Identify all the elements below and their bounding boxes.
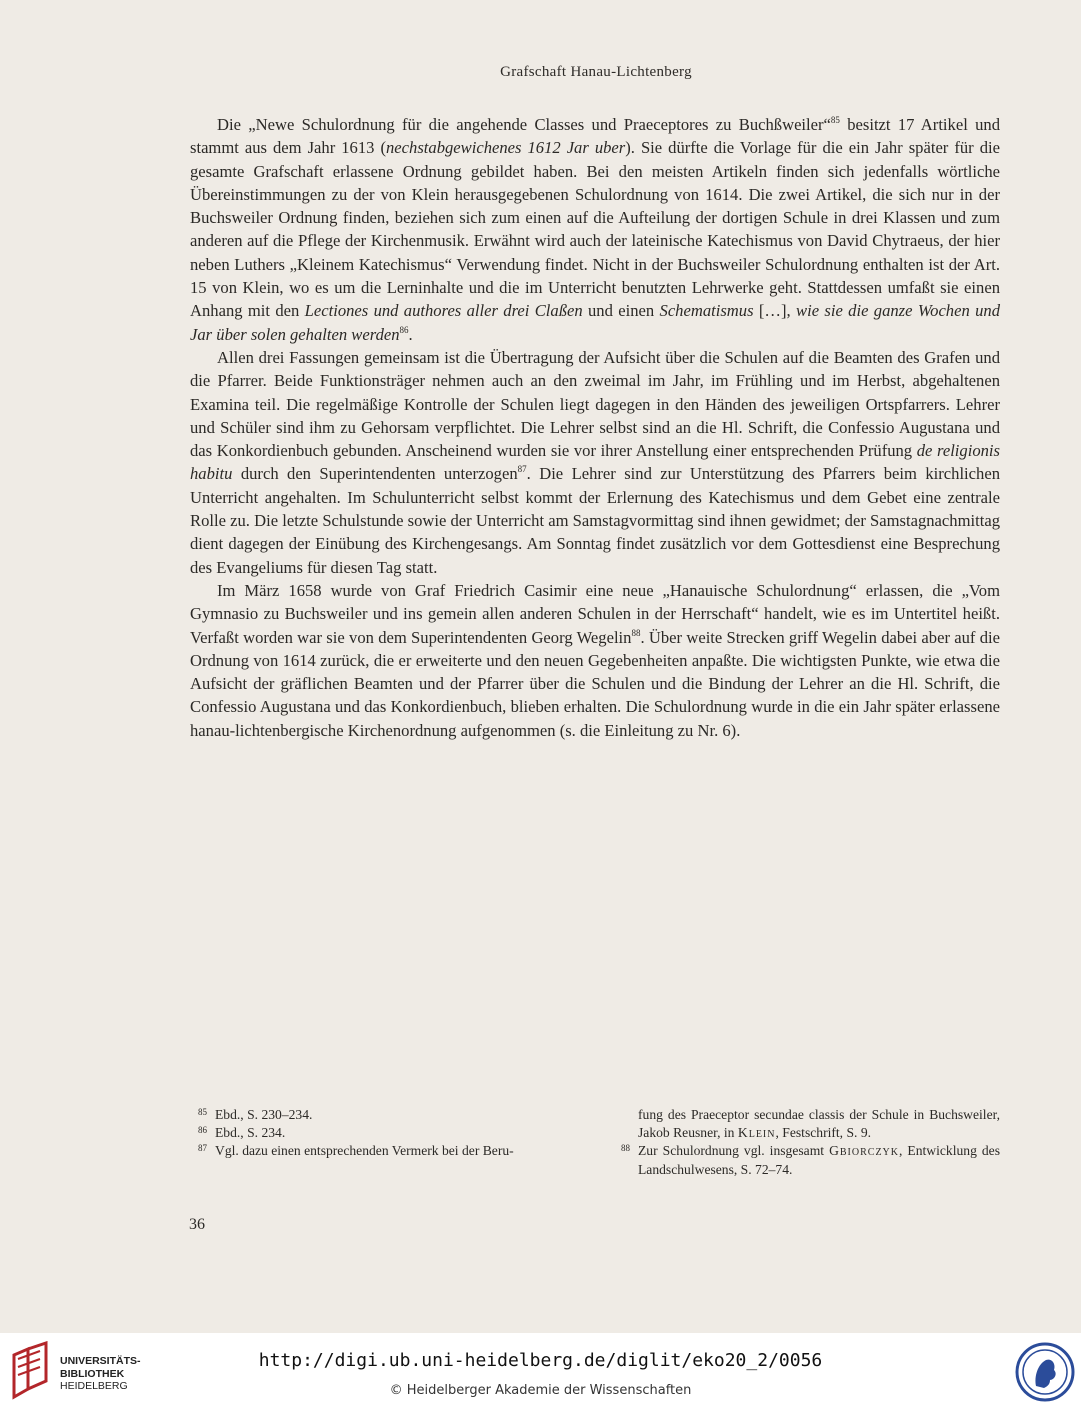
running-head: Grafschaft Hanau-Lichtenberg	[500, 64, 692, 80]
library-name-line: BIBLIOTHEK	[60, 1367, 125, 1380]
footnote-text: , Festschrift, S. 9.	[775, 1125, 872, 1141]
p2-text: Allen drei Fassungen gemeinsam ist die Übertragung der Aufsicht über die Schulen auf die Beamten des Grafen und die Pfarrer. Beide Funktionsträger nehmen auch an den zweimal im Jahr, im Frühling und im Herbst, abgehaltenen Examina teil. Die regelmäßige Kontrolle der Schulen liegt dagegen in den Händen des jeweiligen Ortspfarrers. Lehrer und Schüler sind ihm zu Gehorsam verpflichtet. Die Lehrer selbst sind an die Hl. Schrift, die Confessio Augustana und das Konkordienbuch gebunden. Anscheinend wurden sie vor ihrer Anstellung einer entsprechenden Prüfung	[190, 347, 1000, 461]
library-name-line: UNIVERSITÄTS-	[60, 1355, 141, 1367]
footnotes-right-column	[613, 1106, 1000, 1179]
footnote-ref-85[interactable]: 85	[830, 115, 840, 125]
p2-text: . Die Lehrer sind zur Unterstützung des Pfarrers beim kirchlichen Unterricht angehalten. Im Schulunterricht selbst kommt der Erlernung des Katechismus und dem Gebet eine zentrale Rolle zu. Die letzte Schulstunde sowie der Unterricht am Samstagvormittag sind ihnen gewidmet; der Samstagnachmittag dient dagegen der Einübung des Kirchengesangs. Am Sonntag findet zusätzlich vor dem Gottesdienst eine Besprechung des Evangeliums für diesen Tag statt.	[190, 464, 1000, 577]
footnote-ref-86[interactable]: 86	[399, 324, 409, 335]
permalink-url[interactable]: http://digi.ub.uni-heidelberg.de/diglit/eko20_2/0056	[258, 1350, 823, 1371]
p1-text: […],	[753, 301, 797, 321]
viewer-footer	[0, 1333, 1081, 1411]
footnote-text: Zur Schulordnung vgl. insgesamt	[638, 1143, 830, 1159]
footnote-86	[190, 1124, 582, 1142]
p1-text: und einen	[582, 301, 660, 321]
p3-text: Im März 1658 wurde von Graf Friedrich Casimir eine neue „Hanauische Schulordnung“ erlassen, die „Vom Gymnasio zu Buchsweiler und ins gemein allen anderen Schulen in der Herrschaft“ handelt, wie es im Untertitel heißt. Verfaßt worden war sie von dem Superintendenten Georg Wegelin	[190, 580, 1000, 647]
p1-italic: wie sie die ganze Wochen und Jar über solen gehalten werden	[190, 301, 1000, 344]
library-name-line: HEIDELBERG	[60, 1380, 128, 1392]
p2-text: durch den Superintendenten unterzogen	[232, 464, 518, 484]
footnote-ref-88[interactable]: 88	[631, 627, 641, 638]
footnote-85	[190, 1106, 582, 1124]
author-name: Gbiorczyk	[829, 1143, 899, 1159]
footnote-ref-87[interactable]: 87	[517, 464, 527, 475]
p1-italic: Schematismus	[659, 301, 754, 321]
paragraph-3	[190, 579, 1000, 742]
footnote-text: Ebd., S. 230–234.	[215, 1107, 313, 1122]
p1-text: besitzt 17 Artikel und stammt aus dem Jahr 1613 (	[190, 115, 1000, 158]
footnote-text: fung des Praeceptor secundae classis der Schule in Buchsweiler, Jakob Reusner, in	[638, 1107, 1000, 1141]
paragraph-1	[190, 113, 1000, 346]
footnote-number: 88	[621, 1143, 630, 1154]
footnote-text: , Entwicklung des Landschulwesens, S. 72–74.	[638, 1143, 1000, 1177]
footnote-number: 87	[198, 1143, 207, 1154]
p3-text: . Über weite Strecken griff Wegelin dabei aber auf die Ordnung von 1614 zurück, die er erweiterte und den neuen Gegebenheiten anpaßte. Die wichtigsten Punkte, wie etwa die Aufsicht der gräflichen Beamten und der Pfarrer über die Schulen und die Bindung der Lehrer an die Hl. Schrift, die Confessio Augustana und das Konkordienbuch, blieben erhalten. Die Schulordnung wurde in die ein Jahr später erlassene hanau-lichtenbergische Kirchenordnung aufgenommen (s. die Einleitung zu Nr. 6).	[190, 627, 1000, 740]
footnotes-left-column	[190, 1106, 582, 1161]
footnote-number: 85	[198, 1107, 207, 1117]
footnote-text: Vgl. dazu einen entsprechenden Vermerk bei der Beru-	[215, 1143, 514, 1159]
p1-text: ). Sie dürfte die Vorlage für die ein Jahr später für die gesamte Grafschaft erlassene Ordnung gebildet haben. Bei den meisten Artikeln finden sich jedenfalls wörtliche Übereinstimmungen zu der von Klein herausgegebenen Schulordnung von 1614. Die zwei Artikel, die sich nur in der Buchsweiler Ordnung finden, beziehen sich zum einen auf die Aufteilung der dortigen Schule in drei Klassen und zum anderen auf die Pflege der Kirchenmusik. Erwähnt wird auch der lateinische Katechismus von David Chytraeus, der hier neben Luthers „Kleinem Katechismus“ Verwendung findet. Nicht in der Buchsweiler Schulordnung enthalten ist der Art. 15 von Klein, wo es um die Lerninhalte und die im Unterricht benutzten Lehrwerke geht. Stattdessen umfaßt sie einen Anhang mit den	[190, 138, 1000, 321]
footnote-number: 86	[198, 1125, 207, 1136]
body-text	[190, 113, 1000, 742]
p1-italic: Lectiones und authores aller drei Claßen	[304, 301, 583, 321]
academy-seal[interactable]	[1014, 1340, 1076, 1404]
footnote-87-continued	[613, 1106, 1000, 1142]
footnote-text: Ebd., S. 234.	[215, 1125, 286, 1141]
p2-italic: de religionis habitu	[190, 441, 1000, 484]
footnote-88	[613, 1142, 1000, 1178]
paragraph-2	[190, 346, 1000, 579]
p1-text: Die „Newe Schulordnung für die angehende Classes und Praeceptores zu Buchßweiler“	[217, 115, 831, 134]
p1-italic: nechstabgewichenes 1612 Jar uber	[386, 138, 626, 158]
author-name: Klein	[737, 1125, 776, 1141]
academy-seal-icon	[1014, 1340, 1076, 1404]
p1-text: .	[408, 324, 413, 344]
copyright-notice: © Heidelberger Akademie der Wissenschaften	[389, 1383, 692, 1398]
footnote-87	[190, 1142, 582, 1160]
page-number: 36	[189, 1216, 205, 1233]
